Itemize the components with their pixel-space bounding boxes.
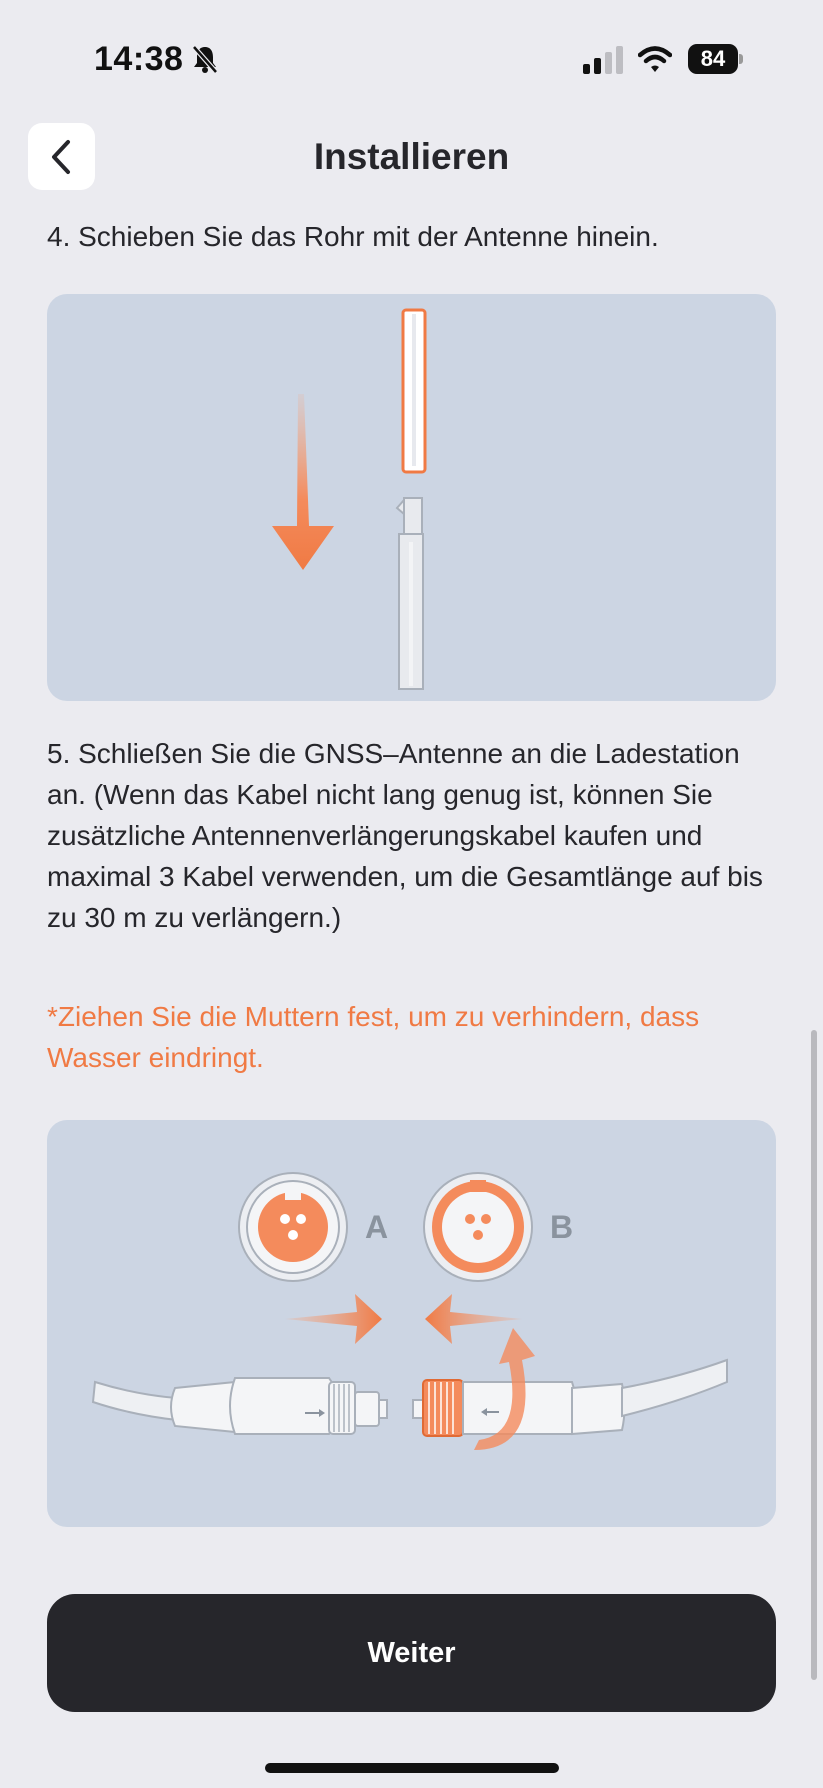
status-time: 14:38 [94,40,184,78]
battery-level: 84 [688,44,738,74]
left-arrow-icon [425,1294,522,1344]
down-arrow-icon [272,394,334,570]
page-title: Installieren [313,136,510,177]
bell-slash-icon [192,44,218,74]
home-indicator[interactable] [265,1763,559,1773]
connector-b-label: B [550,1209,574,1245]
connector-a-icon [239,1173,347,1281]
connector-illustration [47,1120,776,1527]
signal-icon [583,46,625,74]
connector-b-icon [424,1173,532,1281]
wifi-icon [638,44,672,74]
battery-icon [688,44,742,74]
status-bar [0,0,823,110]
scroll-indicator[interactable] [811,1030,817,1680]
connector-a-label: A [365,1209,389,1245]
continue-button[interactable]: Weiter [47,1594,776,1712]
nav-bar [0,110,823,210]
antenna-tube-illustration [47,294,776,701]
warning-text: *Ziehen Sie die Muttern fest, um zu verhindern, dass Wasser eindringt. [47,1001,700,1073]
step-5-text: 5. Schließen Sie die GNSS–Antenne an die Ladestation an. (Wenn das Kabel nicht lang genug ist, können Sie zusätzliche Antennenverlängerungskabel kaufen und maximal 3 Kabel verwenden, um die Gesamtlänge auf bis zu 30 m zu verlängern.) [47,738,763,933]
step-4-text: 4. Schieben Sie das Rohr mit der Antenne hinein. [47,221,659,252]
right-arrow-icon [285,1294,382,1344]
